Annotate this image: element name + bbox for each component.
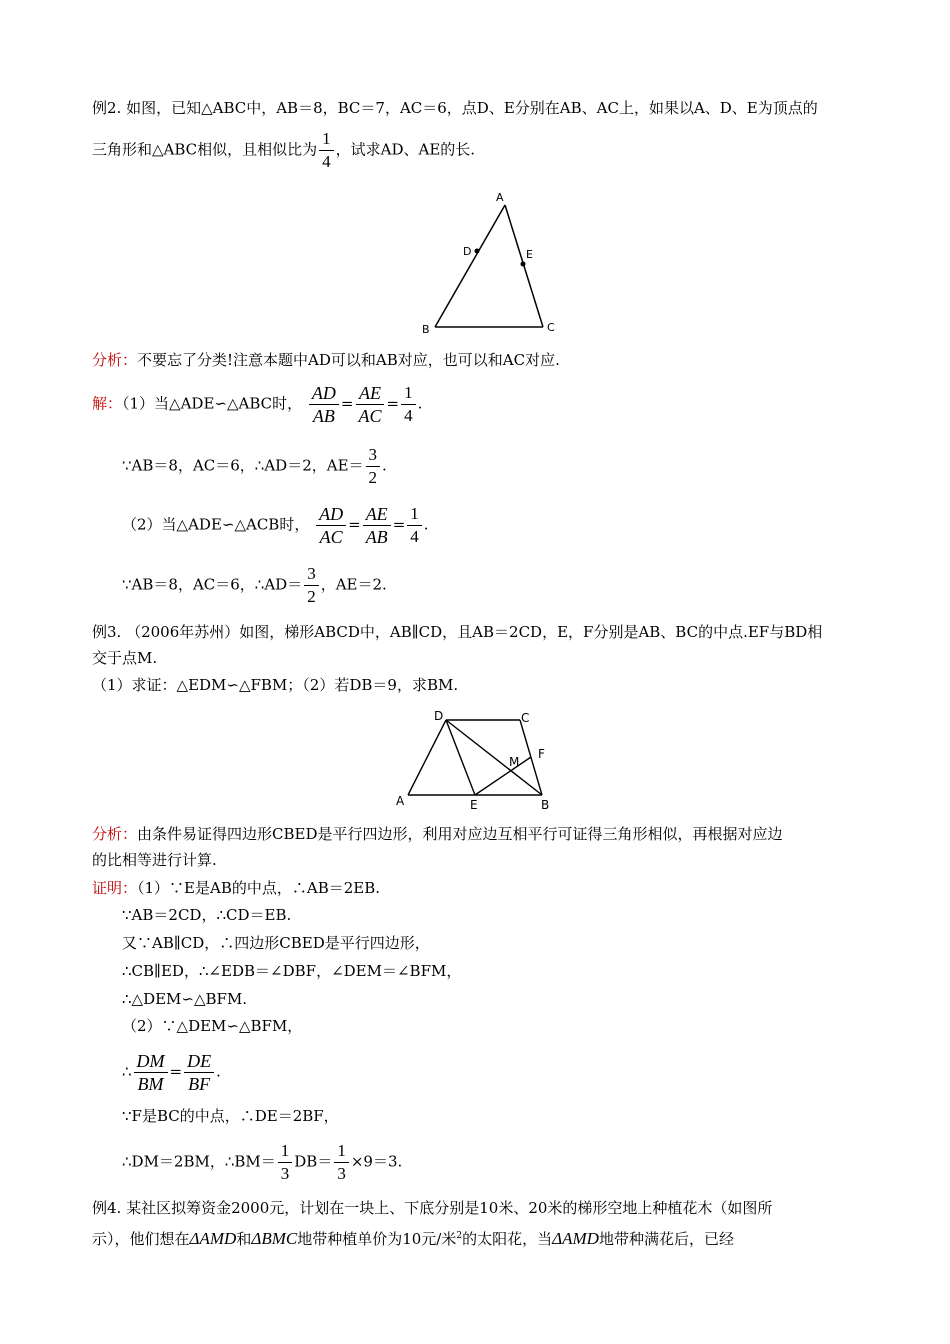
ex3-proof-p5: ∴△DEM∽△BFM.: [122, 990, 248, 1008]
ex2-analysis: 分析：不要忘了分类!注意本题中AD可以和AB对应，也可以和AC对应.: [92, 351, 560, 369]
point-e: [521, 262, 526, 267]
ex4-problem-line2: 示），他们想在ΔAMD和ΔBMC地带种植单价为10元/米$^2$的太阳花，当ΔAMD地带种满花后，已经: [92, 1229, 734, 1248]
label-c: C: [547, 321, 555, 334]
label-a: A: [396, 794, 405, 808]
ex4-problem-line1: 例4. 某社区拟筹资金2000元，计划在一块上、下底分别是10米、20米的梯形空地上种植花木（如图所: [92, 1199, 773, 1217]
ex2-ratio-fraction: $\frac{1}{4}$: [319, 128, 334, 173]
ex3-analysis-line2: 的比相等进行计算.: [92, 851, 217, 869]
ex3-proof-p7: ∴ $\frac{DM}{BM}$ = $\frac{DE}{BF}$ .: [122, 1051, 221, 1094]
ex3-proof-p9: ∴DM＝2BM，∴BM＝ $\frac{1}{3}$ DB＝ $\frac{1}{3}$ ×9＝3.: [122, 1141, 403, 1183]
ex3-proof-p1: 证明：（1）∵E是AB的中点，∴AB＝2EB.: [92, 879, 381, 897]
label-b: B: [422, 323, 430, 336]
triangle-abc-figure: [410, 188, 570, 338]
ex2-problem-line2: 三角形和△ABC相似，且相似比为 $\frac{1}{4}$ ，试求AD、AE的长.: [92, 129, 476, 171]
label-e: E: [526, 248, 533, 261]
ex3-problem-line1: 例3. （2006年苏州）如图，梯形ABCD中，AB∥CD，且AB＝2CD，E，F分别是AB、BC的中点.EF与BD相: [92, 623, 823, 641]
ex2-case2: （2）当△ADE∽△ACB时， $\frac{AD}{AC}$ = $\frac{AE}{AB}$ = $\frac{1}{4}$ .: [122, 504, 429, 547]
ex2-case1-result: ∵AB＝8，AC＝6，∴AD＝2，AE＝ $\frac{3}{2}$ .: [122, 445, 387, 487]
trapezoid-abcd-figure: [390, 704, 570, 814]
ex3-proof-p6: （2）∵△DEM∽△BFM，: [122, 1017, 303, 1035]
label-d: D: [434, 709, 444, 723]
label-a: A: [496, 191, 504, 204]
ex3-proof-p4: ∴CB∥ED，∴∠EDB＝∠DBF，∠DEM＝∠BFM，: [122, 962, 462, 980]
ex3-problem-line2: 交于点M.: [92, 649, 158, 667]
ex3-problem-line3: （1）求证：△EDM∽△FBM；（2）若DB＝9，求BM.: [92, 676, 459, 694]
ex2-problem-line1: 例2. 如图，已知△ABC中，AB＝8，BC＝7，AC＝6，点D、E分别在AB、AC上，如果以A、D、E为顶点的: [92, 99, 818, 117]
label-d: D: [463, 245, 472, 258]
label-e: E: [470, 798, 478, 812]
label-f: F: [538, 747, 545, 761]
label-c: C: [521, 711, 530, 725]
label-b: B: [541, 798, 550, 812]
point-d: [475, 249, 480, 254]
ex2-case1: 解：（1）当△ADE∽△ABC时， $\frac{AD}{AB}$ = $\frac{AE}{AC}$ = $\frac{1}{4}$ .: [92, 383, 423, 426]
ex2-case2-result: ∵AB＝8，AC＝6，∴AD＝ $\frac{3}{2}$ ，AE＝2.: [122, 564, 387, 606]
label-m: M: [509, 755, 520, 769]
ex3-proof-p2: ∵AB＝2CD，∴CD＝EB.: [122, 906, 292, 924]
ex3-analysis-line1: 分析：由条件易证得四边形CBED是平行四边形，利用对应边互相平行可证得三角形相似，再根据对应边: [92, 825, 783, 843]
ex3-proof-p8: ∵F是BC的中点，∴DE＝2BF，: [122, 1107, 339, 1125]
ex3-proof-p3: 又∵AB∥CD，∴四边形CBED是平行四边形，: [122, 934, 430, 952]
